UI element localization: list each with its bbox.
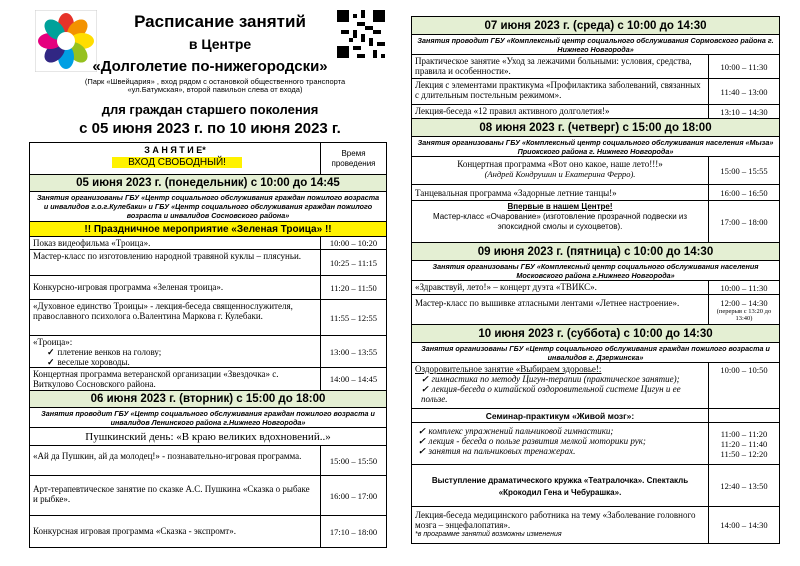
table-row xyxy=(30,300,386,336)
table-row xyxy=(412,465,779,507)
event-time: 15:00 – 15:55 xyxy=(708,157,779,184)
audience-label: для граждан старшего поколения xyxy=(101,102,319,117)
table-row xyxy=(30,368,386,391)
org-friday: Занятия организованы ГБУ «Комплексный центр социального обслуживания населения Московского района г.Нижнего Новгорода» xyxy=(412,261,779,281)
list-item: ✓ гимнастика по методу Цигун-терапии (практическое занятие); xyxy=(421,374,705,384)
event-text: Конкурсная игровая программа «Сказка - экспромт». xyxy=(33,526,236,536)
event-time: 12:40 – 13:50 xyxy=(708,465,779,506)
day-thursday: 08 июня 2023 г. (четверг) с 15:00 до 18:00 xyxy=(412,119,779,137)
org-tuesday: Занятия проводит ГБУ «Центр социального обслуживания граждан пожилого возраста и инвалидов Ленинского района г.Нижнего Новгорода» xyxy=(30,408,386,428)
event-text: Выступление драматического кружка «Театралочка». Спектакль «Крокодил Гена и Чебурашка». xyxy=(431,476,689,497)
event-time: 14:00 – 14:30 xyxy=(708,507,779,543)
event-text: Арт-терапевтическое занятие по сказке А.С. Пушкина «Сказка о рыбаке и рыбке». xyxy=(33,484,310,504)
event-time: 10:00 – 10:50 xyxy=(708,363,779,408)
table-row xyxy=(412,55,779,79)
table-row xyxy=(412,423,779,465)
event-subtext: (Андрей Кондрушин и Екатерина Ферро). xyxy=(484,169,636,179)
table-row xyxy=(30,476,386,516)
day-monday: 05 июня 2023 г. (понедельник) с 10:00 до 14:45 xyxy=(30,175,386,192)
table-row xyxy=(412,295,779,325)
event-time: 10:25 – 11:15 xyxy=(320,250,386,275)
event-text: Практическое занятие «Уход за лежачими больными: условия, средства, правила и особенности». xyxy=(415,56,692,76)
day-wednesday: 07 июня 2023 г. (среда) с 10:00 до 14:30 xyxy=(412,17,779,35)
table-row xyxy=(412,105,779,119)
list-item: ✓ комплекс упражнений пальчиковой гимнастики; xyxy=(418,426,708,436)
day-tuesday: 06 июня 2023 г. (вторник) с 15:00 до 18:00 xyxy=(30,391,386,408)
date-range: с 05 июня 2023 г. по 10 июня 2023 г. xyxy=(79,120,341,137)
event-text: Конкурсно-игровая программа «Зеленая троица». xyxy=(33,282,224,292)
event-time: 11:55 – 12:55 xyxy=(320,300,386,335)
address-note: (Парк «Швейцария» , вход рядом с остановкой общественного транспорта «ул.Батумская», второй павильон слева от входа) xyxy=(84,77,346,94)
table-row xyxy=(412,157,779,185)
event-text: Мастер-класс по изготовлению народной травяной куклы – плясуньи. xyxy=(33,251,302,261)
pushkin-heading xyxy=(30,428,386,446)
event-time: 13:10 – 14:30 xyxy=(708,105,779,118)
event-time: 11:20 – 11:40 xyxy=(720,438,768,449)
head-title: З А Н Я Т И Е* xyxy=(144,145,206,155)
event-text: Оздоровительное занятие «Выбираем здоровье!: xyxy=(415,364,602,374)
table-row xyxy=(412,201,779,243)
event-text: Лекция-беседа «12 правил активного долголетия!» xyxy=(415,106,610,116)
org-wednesday: Занятия проводит ГБУ «Комплексный центр социального обслуживания Сормовского района г. Нижнего Новгорода» xyxy=(412,35,779,55)
left-schedule-table xyxy=(29,142,387,548)
head-time: Время проведения xyxy=(320,143,386,174)
event-text: Лекция-беседа медицинского работника на тему «Заболевание головного мозга – энцефалопатия». xyxy=(415,510,696,530)
event-time: 15:00 – 15:50 xyxy=(320,446,386,475)
event-text: Концертная программа «Вот оно какое, наше лето!!!» xyxy=(457,159,663,169)
seminar-title: Семинар-практикум «Живой мозг»: xyxy=(485,411,635,421)
list-item: ✓ плетение венков на голову; xyxy=(47,347,315,357)
event-text: Мастер-класс «Очарование» (изготовление прозрачной подвески из эпоксидной смолы и сухоцветов). xyxy=(432,212,688,231)
event-text: «Здравствуй, лето!» – концерт дуэта «ТВИКС». xyxy=(415,282,597,292)
schedule-title: Расписание занятий xyxy=(134,12,306,31)
event-text: Мастер-класс по вышивке атласными лентами «Летнее настроение». xyxy=(415,298,680,308)
holiday-banner xyxy=(30,222,386,237)
table-row xyxy=(412,507,779,543)
org-saturday: Занятия организованы ГБУ «Центр социального обслуживания граждан пожилого возраста и инвалидов г. Дзержинска» xyxy=(412,343,779,363)
program-name: «Долголетие по-нижегородски» xyxy=(92,58,328,75)
table-row xyxy=(30,237,386,250)
event-text: «Духовное единство Троицы» - лекция-беседа священнослужителя, православного психолога о.Валентина Маркова г. Кулебаки. xyxy=(33,301,293,321)
troica-list xyxy=(33,347,315,367)
event-time: 13:00 – 13:55 xyxy=(320,336,386,367)
right-schedule-table xyxy=(411,16,780,544)
qr-code-icon[interactable] xyxy=(337,10,385,58)
list-item: ✓ лекция-беседа о китайской оздоровительной системе Цигун и ее пользе. xyxy=(421,384,705,404)
event-text: Танцевальная программа «Задорные летние танцы!» xyxy=(415,188,617,198)
table-row xyxy=(30,276,386,300)
free-entry-badge: ВХОД СВОБОДНЫЙ! xyxy=(112,157,242,168)
org-thursday: Занятия организованы ГБУ «Комплексный центр социального обслуживания населения «Мыза» Приокского района г. Нижнего Новгорода» xyxy=(412,137,779,157)
event-time: 11:40 – 13:00 xyxy=(708,79,779,104)
center-label: в Центре xyxy=(188,36,252,52)
event-time: 16:00 – 17:00 xyxy=(320,476,386,515)
day-friday: 09 июня 2023 г. (пятница) с 10:00 до 14:30 xyxy=(412,243,779,261)
event-time: 17:10 – 18:00 xyxy=(320,516,386,547)
table-row xyxy=(412,281,779,295)
break-note: (перерыв с 13:20 до 13:40) xyxy=(716,307,772,322)
event-time: 10:00 – 11:30 xyxy=(708,55,779,78)
table-row xyxy=(412,185,779,201)
list-item: ✓ веселые хороводы. xyxy=(47,357,315,367)
table-row xyxy=(412,363,779,409)
event-text: Лекция с элементами практикума «Профилактика заболеваний, связанных с длительным постельным режимом». xyxy=(415,80,701,100)
event-time: 17:00 – 18:00 xyxy=(708,201,779,242)
event-time: 12:00 – 14:30 xyxy=(720,297,768,308)
table-row xyxy=(30,250,386,276)
event-time: 11:50 – 12:20 xyxy=(720,448,768,459)
table-row xyxy=(30,336,386,368)
health-list xyxy=(415,374,705,404)
list-item: ✓ лекция - беседа о пользе развития мелкой моторики рук; xyxy=(418,436,708,446)
event-time: 11:20 – 11:50 xyxy=(320,276,386,299)
event-time: 14:00 – 14:45 xyxy=(320,368,386,390)
event-time: 10:00 – 11:30 xyxy=(708,281,779,294)
event-time: 10:00 – 10:20 xyxy=(320,237,386,249)
seminar-list xyxy=(418,426,708,456)
table-row xyxy=(30,446,386,476)
first-time-banner: Впервые в нашем Центре! xyxy=(507,202,613,211)
event-text: «Троица»: xyxy=(33,337,73,347)
event-text: Показ видеофильма «Троица». xyxy=(33,238,151,248)
table-header xyxy=(30,143,386,175)
seminar-heading xyxy=(412,409,779,423)
table-row xyxy=(412,79,779,105)
list-item: ✓ занятия на пальчиковых тренажерах. xyxy=(418,446,708,456)
event-time: 16:00 – 16:50 xyxy=(708,185,779,200)
holiday-text: !! Праздничное мероприятие «Зеленая Троица» !! xyxy=(84,224,332,235)
event-time: 11:00 – 11:20 xyxy=(720,428,768,439)
day-saturday: 10 июня 2023 г. (суббота) с 10:00 до 14:30 xyxy=(412,325,779,343)
event-text: «Ай да Пушкин, ай да молодец!» - познавательно-игровая программа. xyxy=(33,451,302,461)
footnote: *в программе занятий возможны изменения xyxy=(415,531,562,538)
org-monday: Занятия организованы ГБУ «Центр социального обслуживания граждан пожилого возраста и инвалидов г.о.г.Кулебаки» и ГБУ «Центр социального обслуживания граждан пожилого возраста и инвалидов Сосновского района» xyxy=(30,192,386,222)
table-row xyxy=(30,516,386,547)
pushkin-text: Пушкинский день: «В краю великих вдохновений..» xyxy=(85,431,331,443)
event-text: Концертная программа ветеранской организации «Звездочка» с. Виткулово Сосновского района. xyxy=(33,369,279,389)
empty-cell xyxy=(708,409,779,422)
